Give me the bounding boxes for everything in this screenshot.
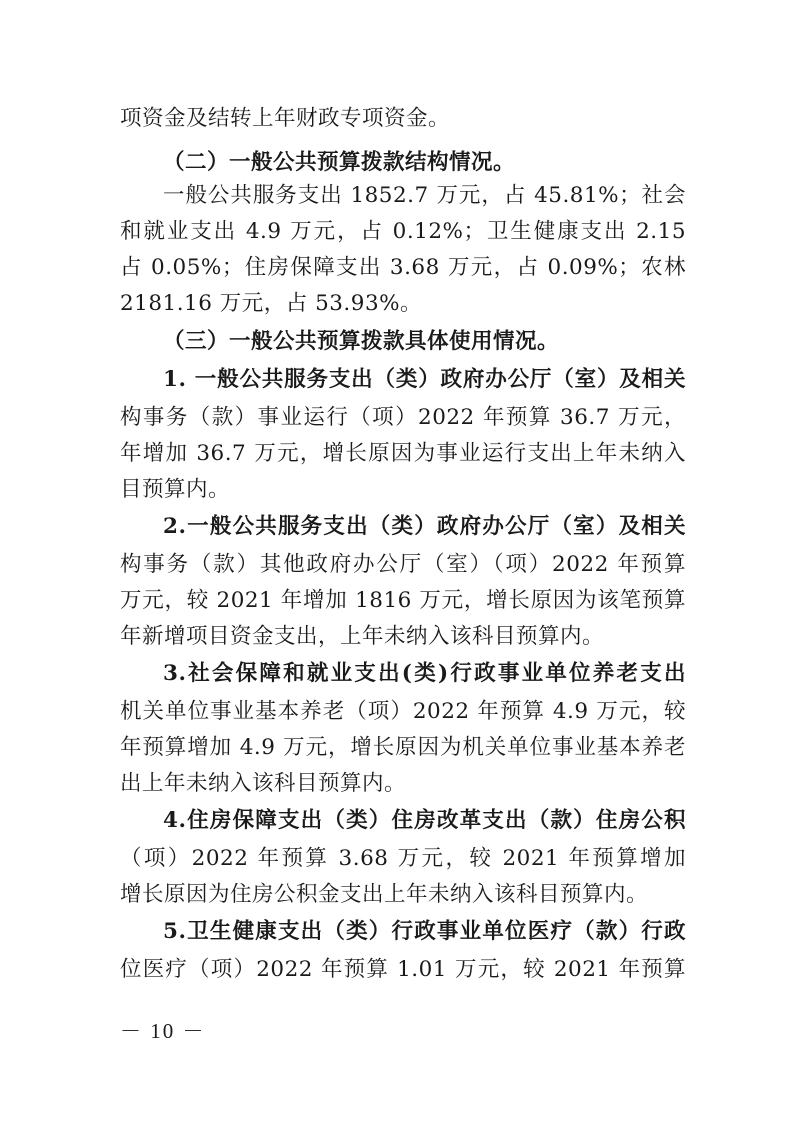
item-heading: 5.卫生健康支出（类）行政事业单位医疗（款）行政 xyxy=(163,919,686,944)
text-line: 年预算增加 4.9 万元，增长原因为机关单位事业基本养老 xyxy=(120,735,686,760)
item-heading: 4.住房保障支出（类）住房改革支出（款）住房公积 xyxy=(163,808,686,833)
text-line: 构事务（款）其他政府办公厅（室）（项）2022 年预算 xyxy=(120,552,686,577)
page-number: － 10 － xyxy=(120,1019,206,1043)
text-line: 目预算内。 xyxy=(120,477,231,502)
text-line: 项资金及结转上年财政专项资金。 xyxy=(120,106,451,131)
text-line: 年增加 36.7 万元，增长原因为事业运行支出上年未纳入 xyxy=(120,441,686,466)
text-line: 和就业支出 4.9 万元，占 0.12%；卫生健康支出 2.15 xyxy=(120,219,686,244)
text-line: 万元，较 2021 年增加 1816 万元，增长原因为该笔预算 xyxy=(120,588,686,613)
text-line: 出上年未纳入该科目预算内。 xyxy=(120,771,407,796)
section-heading: （三）一般公共预算拨款具体使用情况。 xyxy=(163,329,560,354)
item-heading: 1. 一般公共服务支出（类）政府办公厅（室）及相关 xyxy=(163,367,686,392)
text-line: 占 0.05%；住房保障支出 3.68 万元，占 0.09%；农林 xyxy=(120,255,686,280)
text-line: 位医疗（项）2022 年预算 1.01 万元，较 2021 年预算 xyxy=(120,957,686,982)
section-heading: （二）一般公共预算拨款结构情况。 xyxy=(163,150,516,175)
item-heading: 2.一般公共服务支出（类）政府办公厅（室）及相关 xyxy=(163,514,686,539)
text-line: 构事务（款）事业运行（项）2022 年预算 36.7 万元， xyxy=(120,405,686,430)
text-line: 一般公共服务支出 1852.7 万元，占 45.81%；社会 xyxy=(163,183,686,208)
text-line: （项）2022 年预算 3.68 万元，较 2021 年预算增加 xyxy=(120,846,686,871)
text-line: 增长原因为住房公积金支出上年未纳入该科目预算内。 xyxy=(120,882,649,907)
text-line: 机关单位事业基本养老（项）2022 年预算 4.9 万元，较 xyxy=(120,699,686,724)
text-line: 2181.16 万元，占 53.93%。 xyxy=(120,291,423,316)
text-line: 年新增项目资金支出，上年未纳入该科目预算内。 xyxy=(120,624,605,649)
item-heading: 3.社会保障和就业支出(类)行政事业单位养老支出 xyxy=(163,661,686,686)
